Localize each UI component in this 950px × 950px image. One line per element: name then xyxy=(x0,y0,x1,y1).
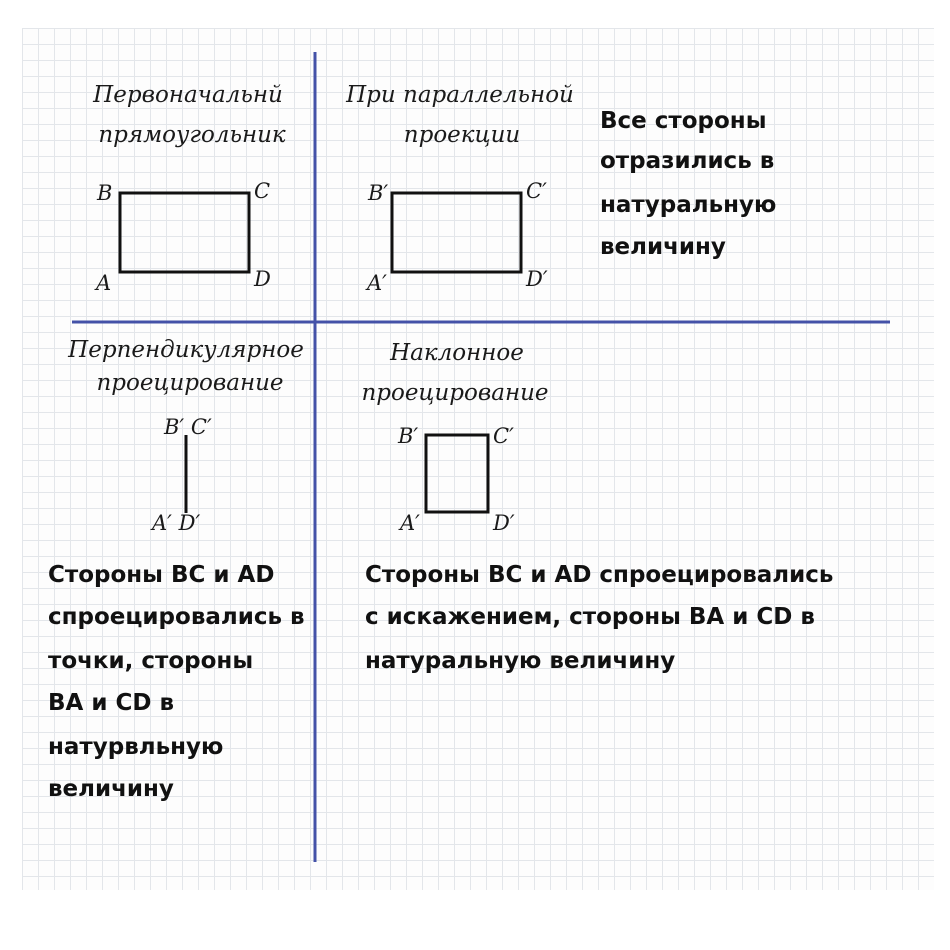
perpendicular-note-line-1: Стороны BC и AD xyxy=(48,562,275,588)
oblique-vertex-b: B′ xyxy=(398,424,419,448)
original-title-line-1: Первоначальнй xyxy=(93,82,283,108)
parallel-note-line-3: натуральную xyxy=(600,192,777,218)
oblique-note-line-2: с искажением, стороны BA и CD в xyxy=(365,604,815,630)
perpendicular-vertex-ad: A′ D′ xyxy=(152,511,201,535)
parallel-vertex-d: D′ xyxy=(526,267,548,291)
oblique-note-line-3: натуральную величину xyxy=(365,648,676,674)
original-vertex-b: B xyxy=(97,181,113,205)
parallel-note-line-4: величину xyxy=(600,234,726,260)
perpendicular-note-line-5: натурвльную xyxy=(48,734,224,760)
oblique-vertex-c: C′ xyxy=(493,424,514,448)
oblique-vertex-a: A′ xyxy=(400,511,420,535)
original-vertex-a: A xyxy=(96,271,112,295)
panel-oblique xyxy=(361,340,833,674)
perpendicular-note-line-3: точки, стороны xyxy=(48,648,254,674)
oblique-note-line-1: Стороны BC и AD спроецировались xyxy=(365,562,834,588)
oblique-vertex-d: D′ xyxy=(493,511,515,535)
parallel-note-line-1: Все стороны xyxy=(600,108,767,134)
panel-parallel xyxy=(345,82,776,295)
original-title-line-2: прямоугольник xyxy=(98,122,286,148)
parallel-title-line-1: При параллельной xyxy=(346,82,574,108)
perpendicular-note-line-6: величину xyxy=(48,776,174,802)
parallel-vertex-a: A′ xyxy=(367,271,387,295)
panel-perpendicular xyxy=(48,337,305,802)
oblique-title-line-1: Наклонное xyxy=(390,340,524,366)
oblique-rectangle xyxy=(426,435,488,512)
perpendicular-note-line-2: спроецировались в xyxy=(48,604,305,630)
original-vertex-c: C xyxy=(254,179,271,203)
original-rectangle xyxy=(120,193,249,272)
parallel-vertex-c: C′ xyxy=(526,179,547,203)
parallel-title-line-2: проекции xyxy=(403,122,521,148)
panel-original xyxy=(92,82,286,295)
perpendicular-title-line-2: проецирование xyxy=(96,370,284,396)
perpendicular-vertex-bc: B′ C′ xyxy=(164,415,212,439)
original-vertex-d: D xyxy=(254,267,271,291)
parallel-rectangle xyxy=(392,193,521,272)
parallel-vertex-b: B′ xyxy=(368,181,389,205)
perpendicular-title-line-1: Перпендикулярное xyxy=(68,337,304,363)
oblique-title-line-2: проецирование xyxy=(361,380,549,406)
perpendicular-note-line-4: BA и CD в xyxy=(48,690,174,716)
parallel-note-line-2: отразились в xyxy=(600,148,775,174)
